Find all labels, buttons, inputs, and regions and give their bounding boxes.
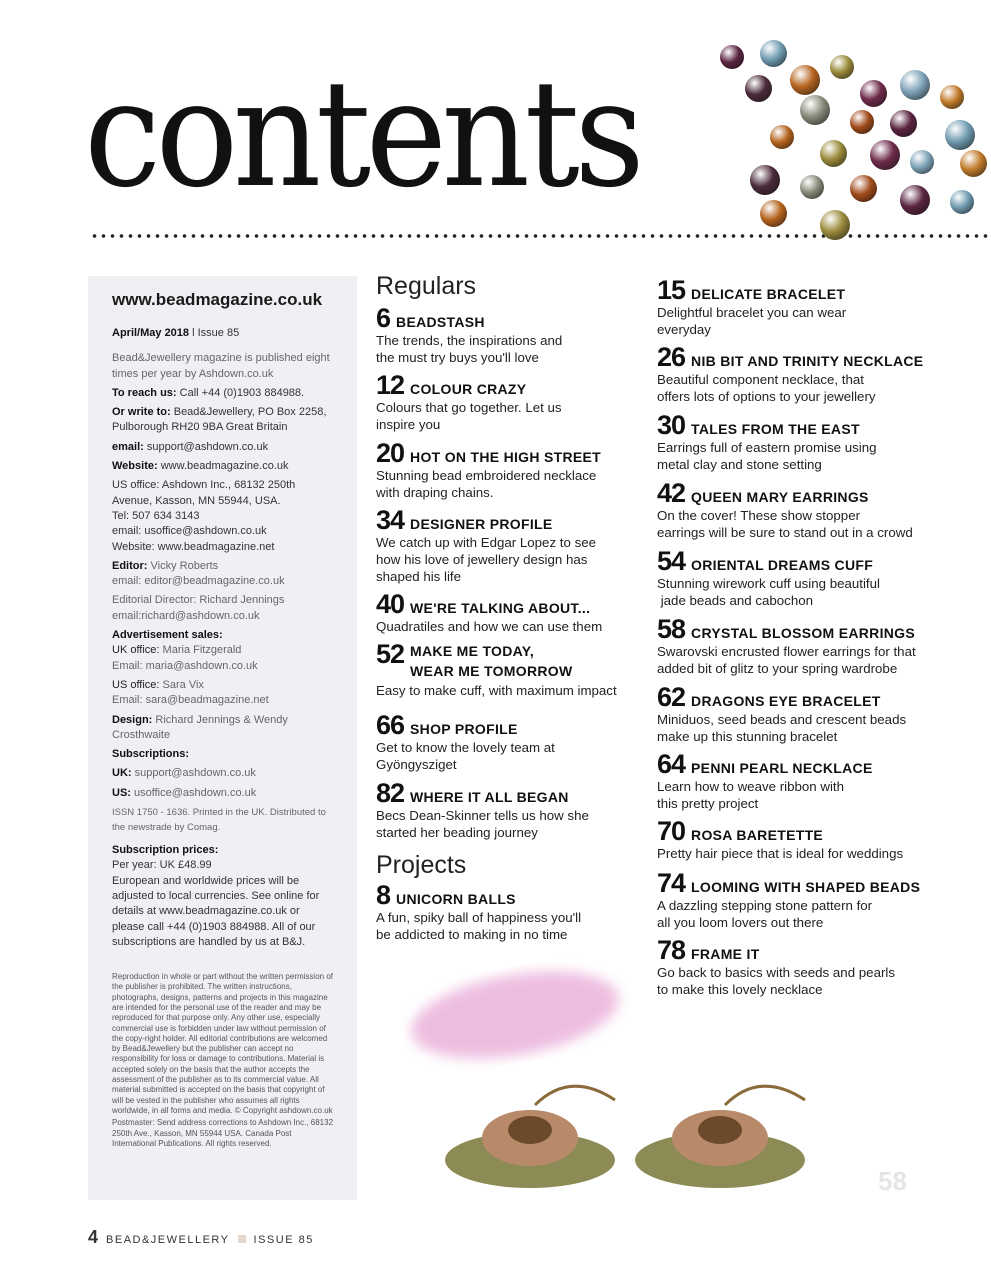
article-description: Delightful bracelet you can wear everyday <box>657 305 847 337</box>
page-number: 8 <box>376 880 391 910</box>
page-number: 20 <box>376 438 405 468</box>
copyright: Reproduction in whole or part without the written permission of the publisher is prohibited. The written instructions, photographs, designs, patterns and projects in this magazine are intended for the personal use of the reader and may be reproduced for that purpose only. Any other use, especially commercial use is forbidden under law without permission of the copy-right holder. All editorial contributions are welcomed by Bead&Jewellery but the publisher can accept no responsibility for loss or damage to contributions. Material is accepted solely on the basis that the author accepts the assessment of the publisher as to its commercial value. All material submitted is accepted on the basis that copyright of will be vested in the publisher who assumes all rights worldwide, in all forms and media. © Copyright ashdown.co.uk <box>112 972 333 1115</box>
us-tel: Tel: 507 634 3143 <box>112 509 200 522</box>
contents-entry[interactable] <box>376 305 562 366</box>
value: Vicky Roberts <box>147 559 219 572</box>
contents-entry[interactable] <box>657 937 895 998</box>
price-text: European and worldwide prices will be adjusted to local currencies. See online for details at www.beadmagazine.co.uk or please call +44 (0)1903 884988. All of our subscriptions are handled by us at B&J. <box>112 874 320 948</box>
article-description: Colours that go together. Let us inspire you <box>376 400 562 432</box>
value: Email: sara@beadmagazine.net <box>112 694 269 707</box>
label: Subscription prices: <box>112 844 219 857</box>
article-description: Stunning bead embroidered necklace with draping chains. <box>376 468 597 500</box>
bead <box>950 190 974 214</box>
label: Or write to: <box>112 406 171 419</box>
postmaster: Postmaster: Send address corrections to Ashdown Inc., 68132 250th Ave., Kasson, MN 55944 USA. Canada Post International Publications. All rights reserved. <box>112 1118 334 1148</box>
value: Editorial Director: Richard Jennings <box>112 594 285 607</box>
label: To reach us: <box>112 386 177 399</box>
page-number: 82 <box>376 778 405 808</box>
value: usoffice@ashdown.co.uk <box>130 786 257 799</box>
value: Sara Vix <box>159 678 204 691</box>
label: UK office: <box>112 644 160 657</box>
contents-entry[interactable] <box>657 277 846 338</box>
article-description: Miniduos, seed beads and crescent beads make up this stunning bracelet <box>657 712 907 744</box>
article-title: BEADSTASH <box>396 314 485 330</box>
bead <box>720 45 744 69</box>
contents-entry[interactable] <box>657 480 913 541</box>
contents-entry[interactable] <box>376 440 601 501</box>
contents-entry[interactable] <box>657 616 916 677</box>
bead <box>940 85 964 109</box>
bead <box>910 150 934 174</box>
website-url: www.beadmagazine.co.uk <box>112 290 323 309</box>
article-description: Learn how to weave ribbon with this pretty project <box>657 779 845 811</box>
page-number: 15 <box>657 275 686 305</box>
bead <box>960 150 987 177</box>
label: US: <box>112 786 131 799</box>
article-title: COLOUR CRAZY <box>410 381 527 397</box>
page-number: 58 <box>657 614 686 644</box>
page-footer <box>88 1227 314 1248</box>
article-description: A fun, spiky ball of happiness you'll be addicted to making in no time <box>376 910 582 942</box>
petal-image <box>400 950 660 1080</box>
value: email:richard@ashdown.co.uk <box>112 609 260 622</box>
bead <box>820 140 847 167</box>
value: email: editor@beadmagazine.co.uk <box>112 575 285 588</box>
bead <box>800 95 830 125</box>
value: Email: maria@ashdown.co.uk <box>112 659 258 672</box>
page-number: 6 <box>376 303 391 333</box>
article-title: HOT ON THE HIGH STREET <box>410 449 601 465</box>
article-title: ROSA BARETETTE <box>691 827 824 843</box>
article-title: WHERE IT ALL BEGAN <box>410 789 569 805</box>
bead <box>900 185 930 215</box>
article-title: ORIENTAL DREAMS CUFF <box>691 557 874 573</box>
price-year: Per year: UK £48.99 <box>112 859 212 872</box>
article-title: DRAGONS EYE BRACELET <box>691 693 881 709</box>
bead <box>850 175 877 202</box>
image-page-label: 58 <box>878 1166 907 1196</box>
page-title: contents <box>84 48 640 220</box>
contents-entry[interactable] <box>376 712 555 773</box>
value: www.beadmagazine.co.uk <box>157 460 289 473</box>
article-title: NIB BIT AND TRINITY NECKLACE <box>691 353 924 369</box>
page-number: 4 <box>88 1227 99 1247</box>
contents-entry[interactable] <box>376 882 581 943</box>
value: Bead&Jewellery, PO Box 2258, Pulborough RH20 9BA Great Britain <box>112 406 327 434</box>
contents-entry[interactable] <box>376 591 602 635</box>
label: Design: <box>112 713 153 726</box>
bead <box>900 70 930 100</box>
label: UK: <box>112 767 132 780</box>
article-description: Beautiful component necklace, that offers lots of options to your jewellery <box>657 372 876 404</box>
article-title: LOOMING WITH SHAPED BEADS <box>691 879 921 895</box>
article-description: Swarovski encrusted flower earrings for that added bit of glitz to your spring wardrobe <box>657 644 916 676</box>
us-office: US office: Ashdown Inc., 68132 250th Avenue, Kasson, MN 55944, USA. <box>112 479 296 507</box>
page-number: 34 <box>376 505 405 535</box>
bead <box>820 210 850 240</box>
value: Richard Jennings & Wendy Crosthwaite <box>112 713 288 741</box>
page-number: 42 <box>657 478 686 508</box>
bead <box>945 120 975 150</box>
contents-entry[interactable] <box>376 780 589 841</box>
us-email: email: usoffice@ashdown.co.uk <box>112 525 267 538</box>
article-description: The trends, the inspirations and the must try buys you'll love <box>376 333 563 365</box>
bead <box>790 65 820 95</box>
label: Subscriptions: <box>112 748 190 761</box>
section-regulars: Regulars <box>376 272 477 300</box>
article-description: Get to know the lovely team at Gyöngysziget <box>376 740 555 772</box>
section-projects: Projects <box>376 851 467 879</box>
issue-date: April/May 2018 <box>112 327 190 339</box>
contents-entry[interactable] <box>657 684 906 745</box>
separator <box>238 1235 246 1243</box>
bead <box>750 165 780 195</box>
bead <box>770 125 794 149</box>
bead <box>745 75 772 102</box>
page-number: 54 <box>657 546 686 576</box>
value: support@ashdown.co.uk <box>143 440 269 453</box>
contents-entry[interactable] <box>657 751 873 812</box>
article-description: Pretty hair piece that is ideal for weddings <box>657 846 904 861</box>
issue-label: ISSUE 85 <box>253 1234 314 1246</box>
page-number: 64 <box>657 749 686 779</box>
us-website: Website: www.beadmagazine.net <box>112 540 275 553</box>
bead <box>890 110 917 137</box>
bead <box>760 40 787 67</box>
bead <box>800 175 824 199</box>
article-title: DESIGNER PROFILE <box>410 516 553 532</box>
page-number: 40 <box>376 589 405 619</box>
value: Call +44 (0)1903 884988. <box>176 386 305 399</box>
page-number: 62 <box>657 682 686 712</box>
contents-entry[interactable] <box>657 870 920 931</box>
contents-entry[interactable] <box>657 548 880 609</box>
bead <box>850 110 874 134</box>
article-description: Becs Dean-Skinner tells us how she started her beading journey <box>376 808 589 840</box>
issue-number: l Issue 85 <box>189 327 240 339</box>
article-description: Stunning wirework cuff using beautiful jade beads and cabochon <box>657 576 880 608</box>
contents-entry[interactable] <box>376 641 617 699</box>
earrings-image <box>400 1080 870 1230</box>
contents-entry[interactable] <box>657 412 877 473</box>
bead <box>830 55 854 79</box>
article-title: FRAME IT <box>691 946 760 962</box>
article-title: PENNI PEARL NECKLACE <box>691 760 873 776</box>
legal-notice <box>112 972 333 1149</box>
article-title: SHOP PROFILE <box>410 721 518 737</box>
contents-entry[interactable] <box>376 507 596 585</box>
published-text: Bead&Jewellery magazine is published eight times per year by Ashdown.co.uk <box>112 352 330 380</box>
article-title: CRYSTAL BLOSSOM EARRINGS <box>691 625 916 641</box>
article-description: Easy to make cuff, with maximum impact <box>376 683 617 698</box>
value: support@ashdown.co.uk <box>131 767 256 780</box>
article-title: WE'RE TALKING ABOUT... <box>410 600 591 616</box>
label: email: <box>112 440 144 453</box>
article-description: A dazzling stepping stone pattern for all you loom lovers out there <box>657 898 873 930</box>
article-description: We catch up with Edgar Lopez to see how his love of jewellery design has shaped his life <box>376 535 597 584</box>
page-number: 30 <box>657 410 686 440</box>
label: Editor: <box>112 559 148 572</box>
value: Maria Fitzgerald <box>159 644 242 657</box>
page-number: 78 <box>657 935 686 965</box>
masthead-sidebar <box>88 276 357 1200</box>
page-number: 66 <box>376 710 405 740</box>
article-title: UNICORN BALLS <box>396 891 516 907</box>
article-title: QUEEN MARY EARRINGS <box>691 489 869 505</box>
contents-entry[interactable] <box>657 344 923 405</box>
page-number: 12 <box>376 370 405 400</box>
article-title: MAKE ME TODAY, WEAR ME TOMORROW <box>410 643 573 679</box>
contents-entry[interactable] <box>376 372 562 433</box>
label: Advertisement sales: <box>112 629 223 642</box>
article-description: Go back to basics with seeds and pearls to make this lovely necklace <box>657 965 895 997</box>
article-title: TALES FROM THE EAST <box>691 421 860 437</box>
bead <box>870 140 900 170</box>
article-description: On the cover! These show stopper earrings will be sure to stand out in a crowd <box>657 508 913 540</box>
article-description: Quadratiles and how we can use them <box>376 619 603 634</box>
label: US office: <box>112 678 160 691</box>
bead <box>760 200 787 227</box>
bead <box>860 80 887 107</box>
label: Website: <box>112 460 158 473</box>
magazine-name: BEAD&JEWELLERY <box>106 1234 230 1246</box>
page-number: 52 <box>376 639 405 669</box>
page-number: 26 <box>657 342 686 372</box>
article-title: DELICATE BRACELET <box>691 286 846 302</box>
contents-entry[interactable] <box>657 818 903 862</box>
dotted-divider <box>90 233 991 239</box>
page-number: 70 <box>657 816 686 846</box>
article-description: Earrings full of eastern promise using metal clay and stone setting <box>657 440 877 472</box>
issn: ISSN 1750 - 1636. Printed in the UK. Distributed to the newstrade by Comag. <box>112 807 326 834</box>
page-number: 74 <box>657 868 686 898</box>
